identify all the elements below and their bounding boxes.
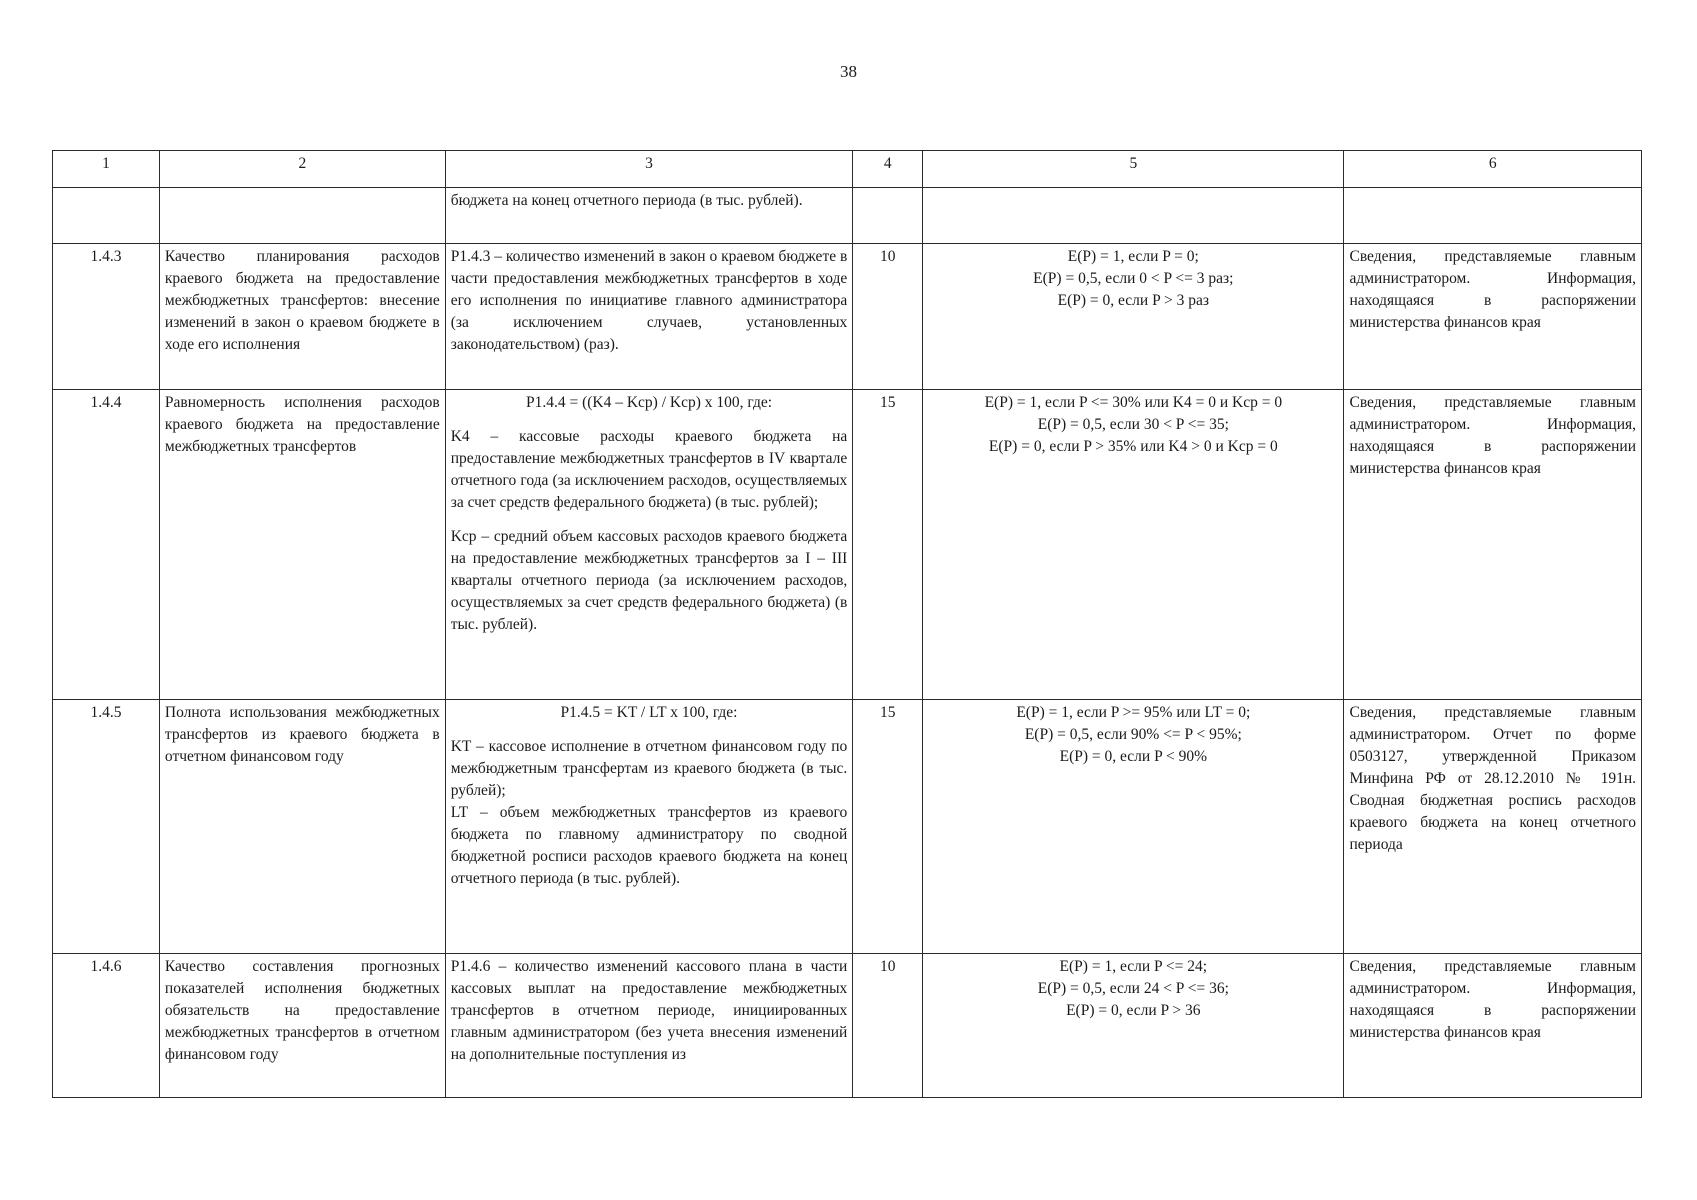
cell-empty — [159, 188, 445, 244]
formula-term: KT – кассовое исполнение в отчетном финансовом году по межбюджетным трансфертам из краевого бюджета (в тыс. рублей); — [450, 738, 848, 799]
cell-weight: 15 — [853, 390, 923, 700]
eval-line: E(P) = 0,5, если 90% <= P < 95%; — [1024, 726, 1242, 743]
cell-continuation-text: бюджета на конец отчетного периода (в тыс. рублей). — [445, 188, 853, 244]
eval-line: E(P) = 0,5, если 0 < P <= 3 раз; — [1033, 270, 1234, 287]
eval-line: E(P) = 1, если P <= 24; — [1059, 958, 1208, 975]
formula-term: LT – объем межбюджетных трансфертов из краевого бюджета по главному администратору по сводной бюджетной росписи расходов краевого бюджета на конец отчетного периода (в тыс. рублей). — [450, 804, 848, 887]
eval-line: E(P) = 0, если P > 3 раз — [1057, 292, 1209, 309]
cell-description — [445, 390, 853, 700]
cell-criterion-name: Равномерность исполнения расходов краевого бюджета на предоставление межбюджетных трансфертов — [159, 390, 445, 700]
table-row — [53, 390, 1642, 700]
cell-criterion-name: Качество составления прогнозных показателей исполнения бюджетных обязательств на предоставление межбюджетных трансфертов в отчетном финансовом году — [159, 954, 445, 1098]
cell-source: Сведения, представляемые главным администратором. Информация, находящаяся в распоряжении министерства финансов края — [1344, 390, 1642, 700]
cell-id: 1.4.4 — [53, 390, 160, 700]
criteria-table — [52, 150, 1642, 1098]
cell-weight: 15 — [853, 700, 923, 954]
cell-source: Сведения, представляемые главным администратором. Информация, находящаяся в распоряжении министерства финансов края — [1344, 954, 1642, 1098]
eval-line: E(P) = 1, если P >= 95% или LT = 0; — [1016, 704, 1251, 721]
eval-line: E(P) = 0, если P < 90% — [1059, 748, 1208, 765]
cell-evaluation — [923, 390, 1344, 700]
formula-term: Kср – средний объем кассовых расходов краевого бюджета на предоставление межбюджетных трансфертов за I – III кварталы отчетного периода (за исключением расходов, осуществляемых за счет средств федерального бюджета) (в тыс. рублей). — [450, 528, 848, 633]
formula-term: K4 – кассовые расходы краевого бюджета на предоставление межбюджетных трансфертов в IV квартале отчетного года (за исключением расходов, осуществляемых за счет средств федерального бюджета) (в тыс. рублей); — [450, 428, 848, 511]
eval-line: E(P) = 0,5, если 30 < P <= 35; — [1037, 416, 1229, 433]
cell-empty — [853, 188, 923, 244]
page-number: 38 — [840, 62, 857, 81]
cell-evaluation — [923, 244, 1344, 390]
header-col-4: 4 — [853, 151, 923, 188]
cell-criterion-name: Качество планирования расходов краевого бюджета на предоставление межбюджетных трансфертов: внесение изменений в закон о краевом бюджете в ходе его исполнения — [159, 244, 445, 390]
eval-line: E(P) = 1, если P <= 30% или K4 = 0 и Kср = 0 — [984, 394, 1283, 411]
table-row — [53, 244, 1642, 390]
eval-line: E(P) = 0, если P > 35% или K4 > 0 и Kср = 0 — [988, 438, 1278, 455]
eval-line: E(P) = 0,5, если 24 < P <= 36; — [1037, 980, 1229, 997]
eval-line: E(P) = 1, если P = 0; — [1067, 248, 1199, 265]
table-row-continuation — [53, 188, 1642, 244]
cell-description — [445, 700, 853, 954]
table-row — [53, 700, 1642, 954]
cell-criterion-name: Полнота использования межбюджетных трансфертов из краевого бюджета в отчетном финансовом году — [159, 700, 445, 954]
table-row — [53, 954, 1642, 1098]
cell-description: P1.4.6 – количество изменений кассового плана в части кассовых выплат на предоставление межбюджетных трансфертов в отчетном периоде, инициированных главным администратором (без учета внесения изменений на дополнительные поступления из — [445, 954, 853, 1098]
cell-weight: 10 — [853, 244, 923, 390]
cell-evaluation — [923, 700, 1344, 954]
header-col-6: 6 — [1344, 151, 1642, 188]
cell-weight: 10 — [853, 954, 923, 1098]
header-col-5: 5 — [923, 151, 1344, 188]
cell-empty — [53, 188, 160, 244]
cell-evaluation — [923, 954, 1344, 1098]
cell-empty — [1344, 188, 1642, 244]
cell-id: 1.4.6 — [53, 954, 160, 1098]
table-header-row — [53, 151, 1642, 188]
formula: P1.4.5 = KT / LT х 100, где: — [560, 704, 738, 721]
cell-description: P1.4.3 – количество изменений в закон о краевом бюджете в части предоставления межбюджетных трансфертов в ходе его исполнения по инициативе главного администратора (за исключением случаев, установленных законодательством) (раз). — [445, 244, 853, 390]
cell-id: 1.4.5 — [53, 700, 160, 954]
cell-id: 1.4.3 — [53, 244, 160, 390]
cell-empty — [923, 188, 1344, 244]
header-col-2: 2 — [159, 151, 445, 188]
header-col-3: 3 — [445, 151, 853, 188]
cell-source: Сведения, представляемые главным администратором. Информация, находящаяся в распоряжении министерства финансов края — [1344, 244, 1642, 390]
eval-line: E(P) = 0, если P > 36 — [1066, 1002, 1201, 1019]
formula: P1.4.4 = ((K4 – Kср) / Kср) х 100, где: — [525, 394, 773, 411]
header-col-1: 1 — [53, 151, 160, 188]
cell-source: Сведения, представляемые главным администратором. Отчет по форме 0503127, утвержденной Приказом Минфина РФ от 28.12.2010 № 191н. Сводная бюджетная роспись расходов краевого бюджета на конец отчетного периода — [1344, 700, 1642, 954]
